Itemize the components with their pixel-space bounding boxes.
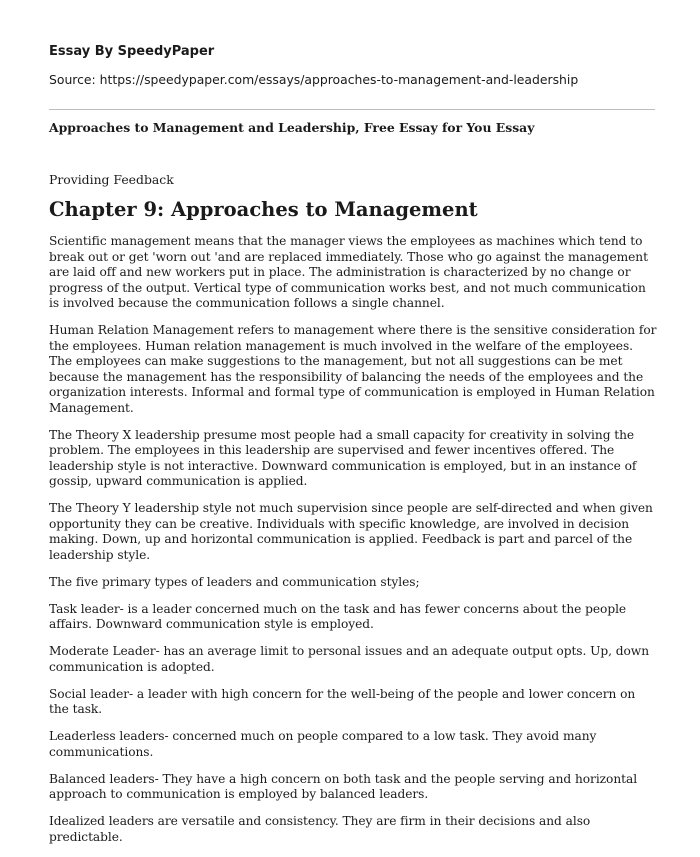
paragraph: Leaderless leaders- concerned much on people compared to a low task. They avoid many communications.: [49, 729, 597, 759]
paragraph: Moderate Leader- has an average limit to personal issues and an adequate output opts. Up, down communication is adopted.: [49, 644, 649, 674]
paragraph: The Theory Y leadership style not much supervision since people are self-directed and when given opportunity they can be creative. Individuals with specific knowledge, are involved in decision making. Down, up and horizontal communication is applied. Feedback is part and parcel of the leadership style.: [49, 501, 653, 562]
brand-heading: Essay By SpeedyPaper: [49, 44, 215, 59]
paragraph: Balanced leaders- They have a high concern on both task and the people serving and horizontal approach to communication is employed by balanced leaders.: [49, 771, 638, 801]
paragraph: Idealized leaders are versatile and consistency. They are firm in their decisions and also predictable.: [49, 814, 591, 844]
source-line: Source: https://speedypaper.com/essays/approaches-to-management-and-leadership: [49, 72, 579, 87]
paragraph: The Theory X leadership presume most people had a small capacity for creativity in solving the problem. The employees in this leadership are supervised and fewer incentives offered. The leadership style is not interactive. Downward communication is employed, but in an instance of gossip, upward communication is applied.: [49, 427, 637, 488]
paragraph: Social leader- a leader with high concern for the well-being of the people and lower concern on the task.: [49, 686, 636, 716]
paragraph: Scientific management means that the manager views the employees as machines which tend to break out or get 'worn out 'and are replaced immediately. Those who go against the management are laid off and new workers put in place. The administration is characterized by no change or progress of the output. Vertical type of communication works best, and not much communication is involved because the communication follows a single channel.: [49, 234, 648, 310]
header-divider: [49, 109, 655, 110]
chapter-heading: Chapter 9: Approaches to Management: [49, 198, 478, 221]
paragraph: Human Relation Management refers to management where there is the sensitive consideration for the employees. Human relation management is much involved in the welfare of the employees. The employees can make suggestions to the management, but not all suggestions can be met because the management has the responsibility of balancing the needs of the employees and the organization interests. Informal and formal type of communication is employed in Human Relation Management.: [49, 323, 657, 415]
essay-body: [49, 234, 657, 857]
paragraph: Task leader- is a leader concerned much on the task and has fewer concerns about the people affairs. Downward communication style is employed.: [49, 601, 627, 631]
essay-title: Approaches to Management and Leadership, Free Essay for You Essay: [49, 120, 535, 135]
paragraph: The five primary types of leaders and communication styles;: [49, 574, 420, 589]
section-label: Providing Feedback: [49, 172, 174, 187]
